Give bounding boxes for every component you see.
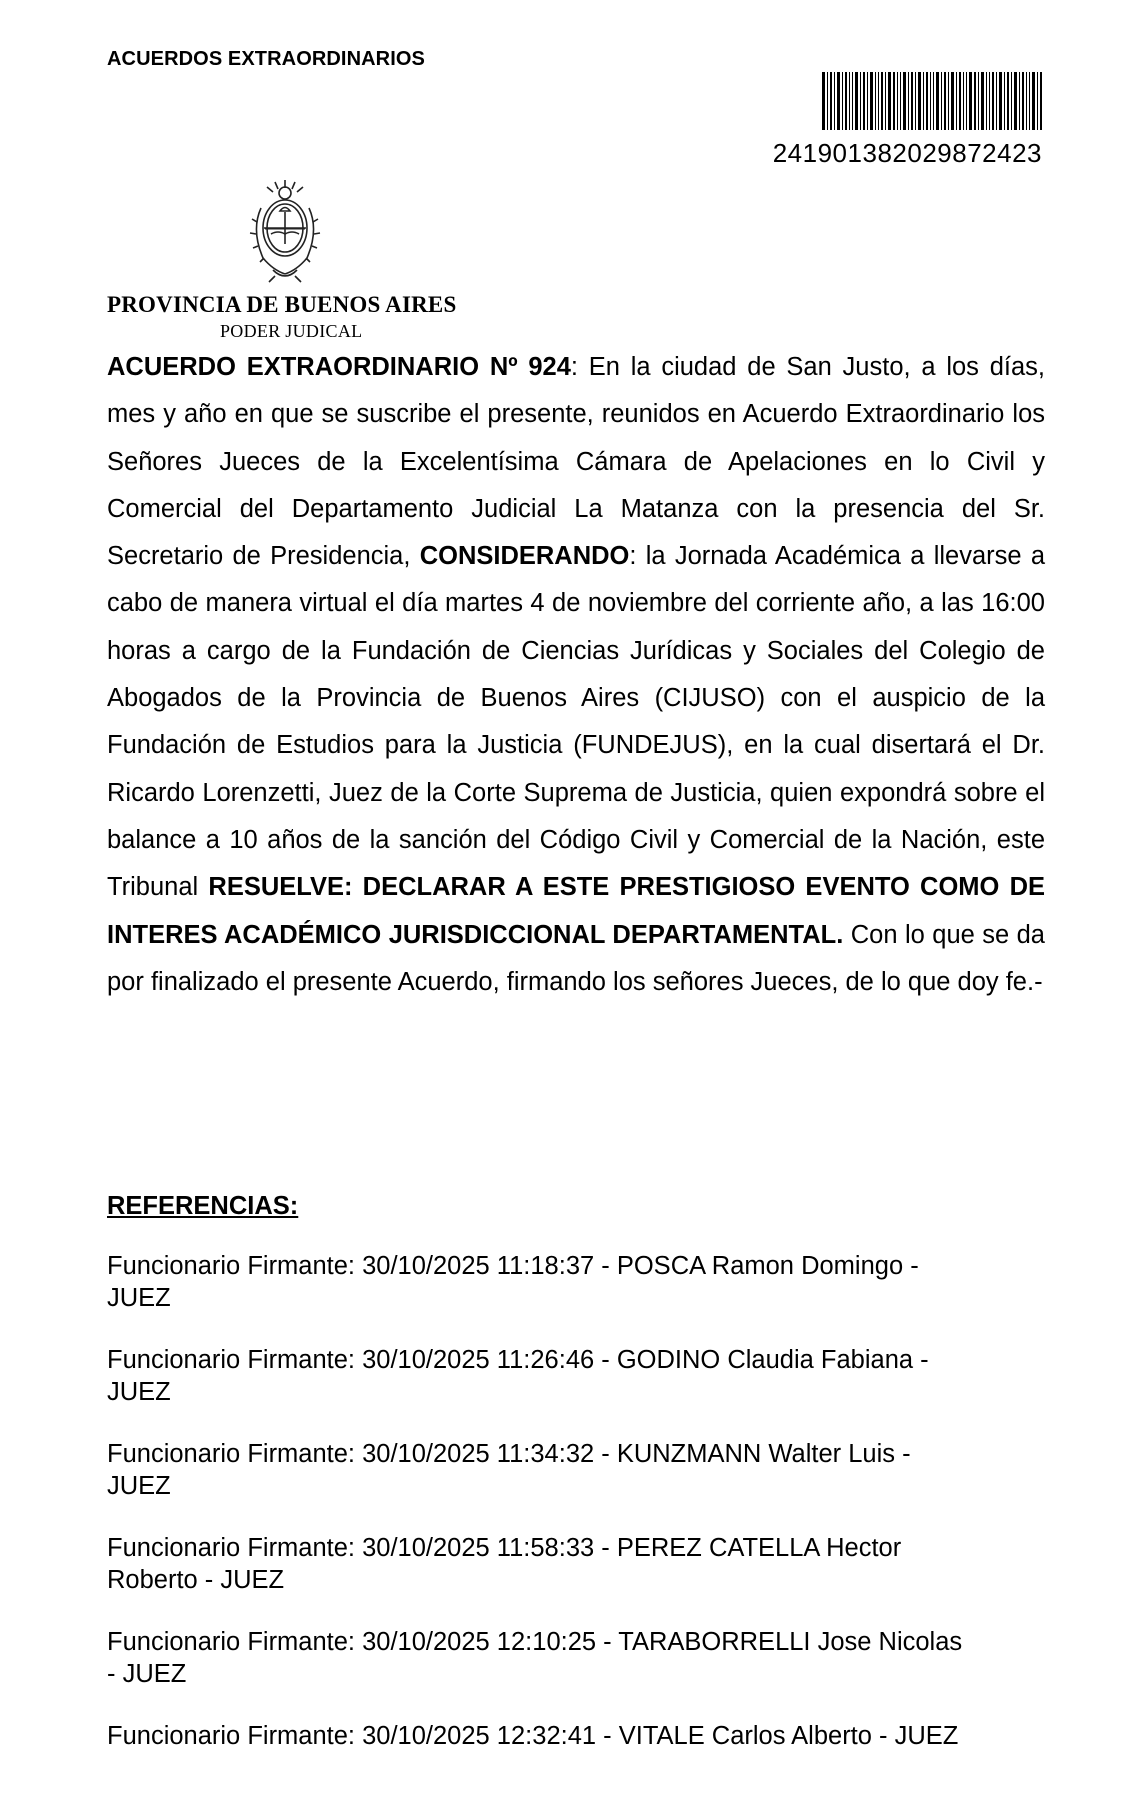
signer-entry: [107, 1720, 1057, 1814]
signer-line2: - JUEZ: [107, 1660, 187, 1688]
signer-line1: Funcionario Firmante: 30/10/2025 11:18:37 - POSCA Ramon Domingo -: [107, 1252, 919, 1280]
signer-line1: Funcionario Firmante: 30/10/2025 12:10:25 - TARABORRELLI Jose Nicolas: [107, 1628, 963, 1656]
signer-line1: Funcionario Firmante: 30/10/2025 11:34:32 - KUNZMANN Walter Luis -: [107, 1440, 911, 1468]
references-title: REFERENCIAS:: [107, 1192, 299, 1220]
signers-list: [107, 1250, 1057, 1814]
signer-entry: [107, 1250, 1057, 1344]
closing-text: Con lo que se da por finalizado el presente Acuerdo, firmando los señores Jueces, de lo que doy fe.-: [107, 920, 1045, 996]
considering-label: CONSIDERANDO: [419, 542, 630, 571]
document-header-title: ACUERDOS EXTRAORDINARIOS: [107, 48, 425, 70]
agreement-number: ACUERDO EXTRAORDINARIO Nº 924: [107, 353, 571, 381]
barcode-icon: [822, 72, 1042, 130]
issuer-subtitle: PODER JUDICAL: [220, 321, 363, 341]
signer-entry: [107, 1344, 1057, 1438]
signer-entry: [107, 1438, 1057, 1532]
argentine-coat-of-arms-icon: [245, 178, 325, 284]
barcode-number: 241901382029872423: [772, 138, 1042, 168]
issuer-name: PROVINCIA DE BUENOS AIRES: [107, 292, 457, 317]
agreement-text-part1: : En la ciudad de San Justo, a los días, mes y año en que se suscribe el presente, reunidos en Acuerdo Extraordinario los Señores Jueces de la Excelentísima Cámara de Apelaciones en lo Civil y Comercial del Departamento Judicial La Matanza con la presencia del Sr. Secretario de Presidencia,: [107, 353, 1045, 571]
agreement-text-part2: : la Jornada Académica a llevarse a cabo de manera virtual el día martes 4 de noviembre del corriente año, a las 16:00 horas a cargo de la Fundación de Ciencias Jurídicas y Sociales del Colegio de Abogados de la Provincia de Buenos Aires (CIJUSO) con el auspicio de la Fundación de Estudios para la Justicia (FUNDEJUS), en la cual disertará el Dr. Ricardo Lorenzetti, Juez de la Corte Suprema de Justicia, quien expondrá sobre el balance a 10 años de la sanción del Código Civil y Comercial de la Nación, este Tribunal: [107, 542, 1046, 902]
signer-entry: [107, 1626, 1057, 1720]
signer-line1: Funcionario Firmante: 30/10/2025 11:58:33 - PEREZ CATELLA Hector: [107, 1534, 902, 1562]
signer-line2: Roberto - JUEZ: [107, 1566, 285, 1594]
signer-entry: [107, 1532, 1057, 1626]
agreement-body: [107, 344, 1045, 1006]
resolution-text: RESUELVE: DECLARAR A ESTE PRESTIGIOSO EVENTO COMO DE INTERES ACADÉMICO JURISDICCIONAL DEPARTAMENTAL.: [107, 873, 1046, 949]
signer-line2: JUEZ: [107, 1472, 171, 1500]
signer-line2: JUEZ: [107, 1284, 171, 1312]
signer-line1: Funcionario Firmante: 30/10/2025 11:26:46 - GODINO Claudia Fabiana -: [107, 1346, 929, 1374]
signer-line1: Funcionario Firmante: 30/10/2025 12:32:41 - VITALE Carlos Alberto - JUEZ: [107, 1722, 959, 1750]
signer-line2: JUEZ: [107, 1378, 171, 1406]
